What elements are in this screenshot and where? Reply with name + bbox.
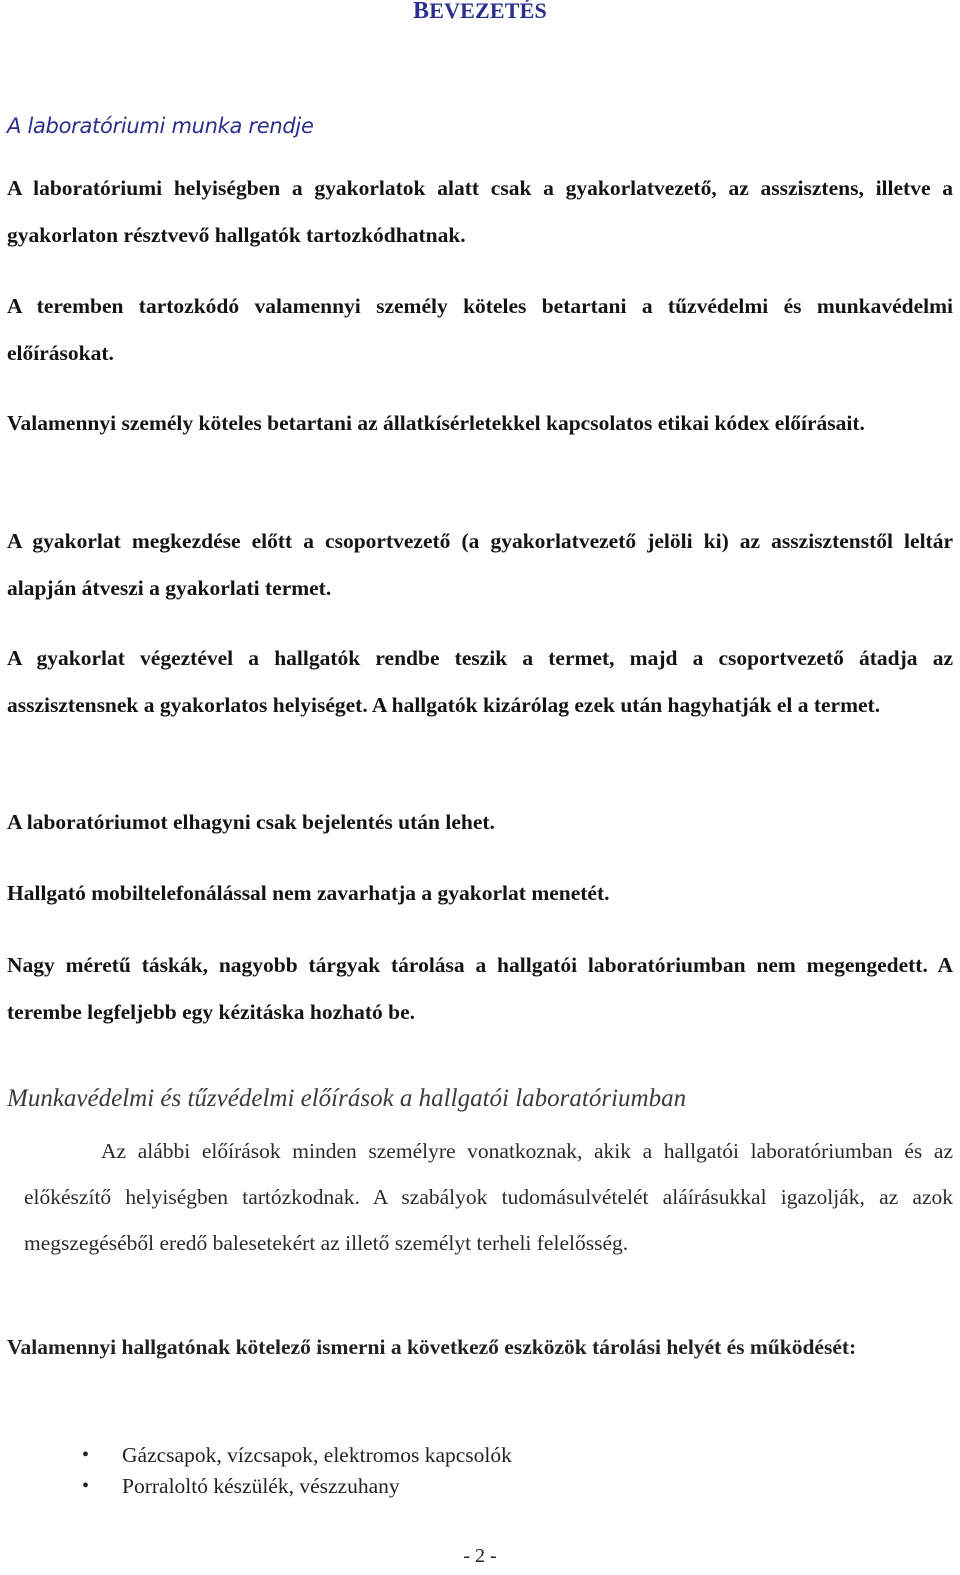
regulations-intro-text: Az alábbi előírások minden személyre vonatkoznak, akik a hallgatói laboratóriumban és az előkészítő helyiségben tartózkodnak. A szabályok tudomásulvételét aláírásukkal igazolják, az azok megszegéséből eredő balesetekért az illető személyt terheli felelősség. bbox=[24, 1139, 953, 1255]
list-item-text: Porraloltó készülék, vészzuhany bbox=[122, 1474, 400, 1498]
list-item bbox=[82, 1440, 512, 1471]
page-heading-rest: EVEZETÉS bbox=[429, 0, 547, 23]
paragraph-bags: Nagy méretű táskák, nagyobb tárgyak tárolása a hallgatói laboratóriumban nem megengedett. A terembe legfeljebb egy kézitáska hozható be. bbox=[7, 953, 953, 1024]
page-number: - 2 - bbox=[463, 1545, 497, 1567]
paragraph-room-cleanup: A gyakorlat végeztével a hallgatók rendbe teszik a termet, majd a csoportvezető átadja az asszisztensnek a gyakorlatos helyiséget. A hallgatók kizárólag ezek után hagyhatják el a termet. bbox=[7, 646, 953, 717]
bullet-icon: • bbox=[82, 1444, 90, 1466]
paragraph-lab-access: A laboratóriumi helyiségben a gyakorlatok alatt csak a gyakorlatvezető, az asszisztens, illetve a gyakorlaton résztvevő hallgatók tartozkódhatnak. bbox=[7, 176, 953, 247]
bullet-icon: • bbox=[82, 1475, 90, 1497]
list-item-text: Gázcsapok, vízcsapok, elektromos kapcsolók bbox=[122, 1443, 512, 1467]
indent-spacer bbox=[24, 1139, 101, 1163]
paragraph-regulations-intro bbox=[24, 1128, 953, 1266]
paragraph-ethics-code: Valamennyi személy köteles betartani az állatkísérletekkel kapcsolatos etikai kódex előírásait. bbox=[7, 411, 865, 435]
list-item bbox=[82, 1471, 512, 1502]
section-title-safety-regulations: Munkavédelmi és tűzvédelmi előírások a hallgatói laboratóriumban bbox=[7, 1085, 687, 1112]
equipment-list bbox=[82, 1440, 512, 1502]
paragraph-required-knowledge: Valamennyi hallgatónak kötelező ismerni a következő eszközök tárolási helyét és működését: bbox=[7, 1335, 857, 1359]
paragraph-leaving-lab: A laboratóriumot elhagyni csak bejelentés után lehet. bbox=[7, 810, 495, 834]
paragraph-safety-rules: A teremben tartozkódó valamennyi személy köteles betartani a tűzvédelmi és munkavédelmi előírásokat. bbox=[7, 294, 953, 365]
page-heading bbox=[0, 0, 960, 25]
paragraph-mobile-phones: Hallgató mobiltelefonálással nem zavarhatja a gyakorlat menetét. bbox=[7, 881, 610, 905]
page-heading-initial: B bbox=[413, 0, 430, 24]
section-title-lab-rules: A laboratóriumi munka rendje bbox=[7, 114, 314, 138]
paragraph-room-handover: A gyakorlat megkezdése előtt a csoportvezető (a gyakorlatvezető jelöli ki) az asszisztenstől leltár alapján átveszi a gyakorlati termet. bbox=[7, 529, 953, 600]
